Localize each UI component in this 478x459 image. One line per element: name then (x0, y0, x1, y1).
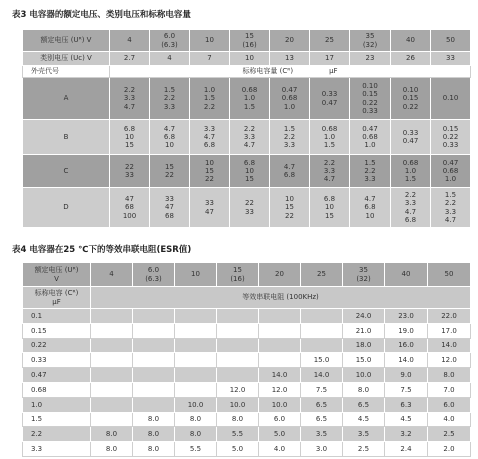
esr-value-cell: 22.0 (428, 309, 471, 324)
case-code-cell: C (23, 155, 110, 188)
esr-value-cell: 6.5 (301, 397, 343, 412)
table-row (23, 427, 471, 442)
capacitance-cell: 33 47 68 (150, 188, 190, 228)
esr-value-cell: 8.0 (343, 382, 385, 397)
voltage-header-cell: 40 (391, 30, 431, 52)
esr-value-cell (91, 382, 133, 397)
esr-value-cell: 16.0 (385, 338, 428, 353)
capacitance-cell: 0.33 0.47 (310, 78, 350, 120)
esr-value-cell: 8.0 (428, 368, 471, 383)
capacitance-value-cell: 0.15 (23, 323, 91, 338)
esr-value-cell: 14.0 (385, 353, 428, 368)
capacitance-cell: 6.8 10 15 (310, 188, 350, 228)
esr-value-cell: 8.0 (133, 427, 175, 442)
rated-voltage-capacitance-table (22, 29, 471, 228)
capacitance-value-cell: 1.5 (23, 412, 91, 427)
category-voltage-header: 类别电压 (Uc) V (23, 52, 110, 66)
esr-value-cell: 4.5 (343, 412, 385, 427)
esr-value-cell: 19.0 (385, 323, 428, 338)
esr-value-cell (133, 382, 175, 397)
esr-value-cell (91, 338, 133, 353)
voltage-header-cell: 6.0 (6.3) (133, 263, 175, 287)
case-code-cell: D (23, 188, 110, 228)
capacitance-cell: 10 15 22 (270, 188, 310, 228)
table-row (23, 353, 471, 368)
esr-value-cell: 8.0 (175, 412, 217, 427)
voltage-header-cell: 10 (175, 263, 217, 287)
category-voltage-row (23, 52, 471, 66)
category-voltage-cell: 10 (230, 52, 270, 66)
esr-value-cell (259, 323, 301, 338)
capacitance-cell: 1.5 2.2 3.3 4.7 (431, 188, 471, 228)
voltage-header-cell: 15 (16) (230, 30, 270, 52)
capacitance-cell: 10 15 22 (190, 155, 230, 188)
esr-value-cell: 7.5 (385, 382, 428, 397)
esr-value-cell: 10.0 (343, 368, 385, 383)
esr-value-cell (133, 309, 175, 324)
capacitance-cell: 1.5 2.2 3.3 (150, 78, 190, 120)
esr-value-cell: 3.0 (301, 442, 343, 457)
esr-value-cell: 6.5 (343, 397, 385, 412)
esr-value-cell (91, 412, 133, 427)
esr-value-cell: 10.0 (175, 397, 217, 412)
table-header-row (23, 30, 471, 52)
esr-value-cell (175, 338, 217, 353)
capacitance-cell: 33 47 (190, 188, 230, 228)
esr-value-cell: 5.5 (217, 427, 259, 442)
esr-value-cell: 3.5 (301, 427, 343, 442)
capacitance-cell: 47 68 100 (110, 188, 150, 228)
esr-value-cell: 8.0 (91, 427, 133, 442)
voltage-header-cell: 4 (91, 263, 133, 287)
table-row (23, 155, 471, 188)
table-row (23, 309, 471, 324)
esr-value-cell (133, 368, 175, 383)
table-header-row (23, 263, 471, 287)
esr-value-cell (175, 353, 217, 368)
category-voltage-cell: 23 (350, 52, 391, 66)
capacitance-cell: 4.7 6.8 (270, 155, 310, 188)
esr-value-cell (175, 323, 217, 338)
esr-value-cell: 8.0 (133, 442, 175, 457)
esr-value-cell (259, 338, 301, 353)
esr-value-cell (175, 368, 217, 383)
esr-value-cell: 12.0 (259, 382, 301, 397)
esr-value-cell: 10.0 (217, 397, 259, 412)
esr-value-cell (133, 338, 175, 353)
capacitance-cell: 4.7 6.8 10 (350, 188, 391, 228)
esr-value-cell (91, 368, 133, 383)
table4-caption: 表4 电容器在25 ℃下的等效串联电阻(ESR值) (12, 245, 192, 255)
voltage-header-cell: 40 (385, 263, 428, 287)
esr-value-cell (91, 353, 133, 368)
rated-voltage-header: 额定电压 (Uᴿ) V (23, 263, 91, 287)
voltage-header-cell: 20 (270, 30, 310, 52)
category-voltage-cell: 7 (190, 52, 230, 66)
esr-value-cell (217, 368, 259, 383)
esr-value-cell: 5.5 (175, 442, 217, 457)
table-row (23, 188, 471, 228)
capacitance-value-cell: 0.68 (23, 382, 91, 397)
esr-value-cell: 2.0 (428, 442, 471, 457)
esr-value-cell: 6.5 (301, 412, 343, 427)
capacitance-value-cell: 0.1 (23, 309, 91, 324)
capacitance-cell: 0.68 1.0 1.5 (391, 155, 431, 188)
voltage-header-cell: 10 (190, 30, 230, 52)
capacitance-header (110, 66, 471, 78)
case-code-cell: A (23, 78, 110, 120)
category-voltage-cell: 26 (391, 52, 431, 66)
esr-value-cell (301, 309, 343, 324)
table3-caption: 表3 电容器的额定电压、类别电压和标称电容量 (12, 10, 191, 20)
esr-value-cell: 21.0 (343, 323, 385, 338)
esr-value-cell (133, 353, 175, 368)
voltage-header-cell: 20 (259, 263, 301, 287)
voltage-header-cell: 35 (32) (343, 263, 385, 287)
capacitance-cell: 0.47 0.68 1.0 (350, 120, 391, 155)
capacitance-cell: 6.8 10 15 (110, 120, 150, 155)
esr-value-cell: 2.4 (385, 442, 428, 457)
capacitance-cell: 0.33 0.47 (391, 120, 431, 155)
table-subheader-row (23, 287, 471, 309)
capacitance-cell: 0.47 0.68 1.0 (270, 78, 310, 120)
esr-value-cell: 23.0 (385, 309, 428, 324)
esr-value-cell: 24.0 (343, 309, 385, 324)
case-code-cell: B (23, 120, 110, 155)
table-row (23, 323, 471, 338)
capacitance-cell: 0.10 0.15 0.22 (391, 78, 431, 120)
capacitance-value-cell: 1.0 (23, 397, 91, 412)
capacitance-cell: 22 33 (230, 188, 270, 228)
rated-voltage-header: 额定电压 (Uᴿ) V (23, 30, 110, 52)
table-row (23, 412, 471, 427)
esr-value-cell (259, 353, 301, 368)
capacitance-cell: 1.0 1.5 2.2 (190, 78, 230, 120)
esr-header: 等效串联电阻 (100KHz) (91, 287, 471, 309)
case-code-header: 外壳代号 (23, 66, 110, 78)
table-row (23, 338, 471, 353)
esr-value-cell: 10.0 (259, 397, 301, 412)
esr-value-cell: 14.0 (428, 338, 471, 353)
esr-value-cell: 6.3 (385, 397, 428, 412)
capacitance-cell: 3.3 4.7 6.8 (190, 120, 230, 155)
esr-value-cell: 15.0 (343, 353, 385, 368)
capacitance-cell: 15 22 (150, 155, 190, 188)
esr-value-cell (175, 309, 217, 324)
table-row (23, 120, 471, 155)
capacitance-header: 标称电容 (Cᴿ) μF (23, 287, 91, 309)
capacitance-value-cell: 0.33 (23, 353, 91, 368)
esr-value-cell: 2.5 (343, 442, 385, 457)
esr-value-cell: 6.0 (428, 397, 471, 412)
esr-value-cell: 14.0 (259, 368, 301, 383)
capacitance-cell: 0.15 0.22 0.33 (431, 120, 471, 155)
voltage-header-cell: 4 (110, 30, 150, 52)
voltage-header-cell: 50 (431, 30, 471, 52)
esr-value-cell (301, 338, 343, 353)
table-row (23, 382, 471, 397)
capacitance-value-cell: 0.22 (23, 338, 91, 353)
esr-value-cell: 8.0 (175, 427, 217, 442)
table-row (23, 78, 471, 120)
voltage-header-cell: 25 (310, 30, 350, 52)
category-voltage-cell: 33 (431, 52, 471, 66)
capacitance-value-cell: 0.47 (23, 368, 91, 383)
table-row (23, 442, 471, 457)
esr-value-cell (217, 338, 259, 353)
esr-value-cell: 4.5 (385, 412, 428, 427)
capacitance-cell: 22 33 (110, 155, 150, 188)
esr-value-cell (91, 397, 133, 412)
esr-value-cell: 6.0 (259, 412, 301, 427)
esr-value-cell: 3.2 (385, 427, 428, 442)
category-voltage-cell: 4 (150, 52, 190, 66)
capacitance-cell: 0.68 1.0 1.5 (230, 78, 270, 120)
voltage-header-cell: 6.0 (6.3) (150, 30, 190, 52)
esr-value-cell: 5.0 (259, 427, 301, 442)
capacitance-value-cell: 2.2 (23, 427, 91, 442)
esr-value-cell: 12.0 (428, 353, 471, 368)
esr-value-cell: 3.5 (343, 427, 385, 442)
esr-value-cell: 8.0 (133, 412, 175, 427)
voltage-header-cell: 25 (301, 263, 343, 287)
capacitance-cell: 0.10 (431, 78, 471, 120)
esr-value-cell: 8.0 (217, 412, 259, 427)
esr-value-cell: 15.0 (301, 353, 343, 368)
esr-value-cell: 12.0 (217, 382, 259, 397)
capacitance-cell: 0.10 0.15 0.22 0.33 (350, 78, 391, 120)
esr-value-cell (217, 353, 259, 368)
capacitance-cell: 0.47 0.68 1.0 (431, 155, 471, 188)
esr-value-cell: 2.5 (428, 427, 471, 442)
esr-value-cell: 4.0 (428, 412, 471, 427)
capacitance-cell: 1.5 2.2 3.3 (270, 120, 310, 155)
voltage-header-cell: 15 (16) (217, 263, 259, 287)
esr-value-cell (91, 309, 133, 324)
table-subheader-row (23, 66, 471, 78)
esr-value-cell (217, 309, 259, 324)
capacitance-cell: 2.2 3.3 4.7 6.8 (391, 188, 431, 228)
esr-value-cell (133, 397, 175, 412)
capacitance-value-cell: 3.3 (23, 442, 91, 457)
esr-value-cell (259, 309, 301, 324)
category-voltage-cell: 2.7 (110, 52, 150, 66)
esr-value-cell: 8.0 (91, 442, 133, 457)
esr-value-cell: 4.0 (259, 442, 301, 457)
esr-value-cell: 5.0 (217, 442, 259, 457)
capacitance-cell: 4.7 6.8 10 (150, 120, 190, 155)
esr-table (22, 262, 471, 457)
esr-value-cell: 7.0 (428, 382, 471, 397)
esr-value-cell: 18.0 (343, 338, 385, 353)
capacitance-cell: 2.2 3.3 4.7 (230, 120, 270, 155)
capacitance-cell: 1.5 2.2 3.3 (350, 155, 391, 188)
esr-value-cell: 9.0 (385, 368, 428, 383)
voltage-header-cell: 35 (32) (350, 30, 391, 52)
category-voltage-cell: 17 (310, 52, 350, 66)
capacitance-cell: 2.2 3.3 4.7 (110, 78, 150, 120)
esr-value-cell (301, 323, 343, 338)
esr-value-cell (133, 323, 175, 338)
esr-value-cell: 7.5 (301, 382, 343, 397)
capacitance-unit: μF (329, 67, 338, 76)
table-row (23, 397, 471, 412)
category-voltage-cell: 13 (270, 52, 310, 66)
esr-value-cell: 17.0 (428, 323, 471, 338)
esr-value-cell (217, 323, 259, 338)
esr-value-cell (91, 323, 133, 338)
capacitance-cell: 2.2 3.3 4.7 (310, 155, 350, 188)
table-row (23, 368, 471, 383)
capacitance-cell: 0.68 1.0 1.5 (310, 120, 350, 155)
capacitance-cell: 6.8 10 15 (230, 155, 270, 188)
esr-value-cell (175, 382, 217, 397)
esr-value-cell: 14.0 (301, 368, 343, 383)
voltage-header-cell: 50 (428, 263, 471, 287)
capacitance-label: 标称电容量 (Cᴿ) (242, 67, 294, 76)
